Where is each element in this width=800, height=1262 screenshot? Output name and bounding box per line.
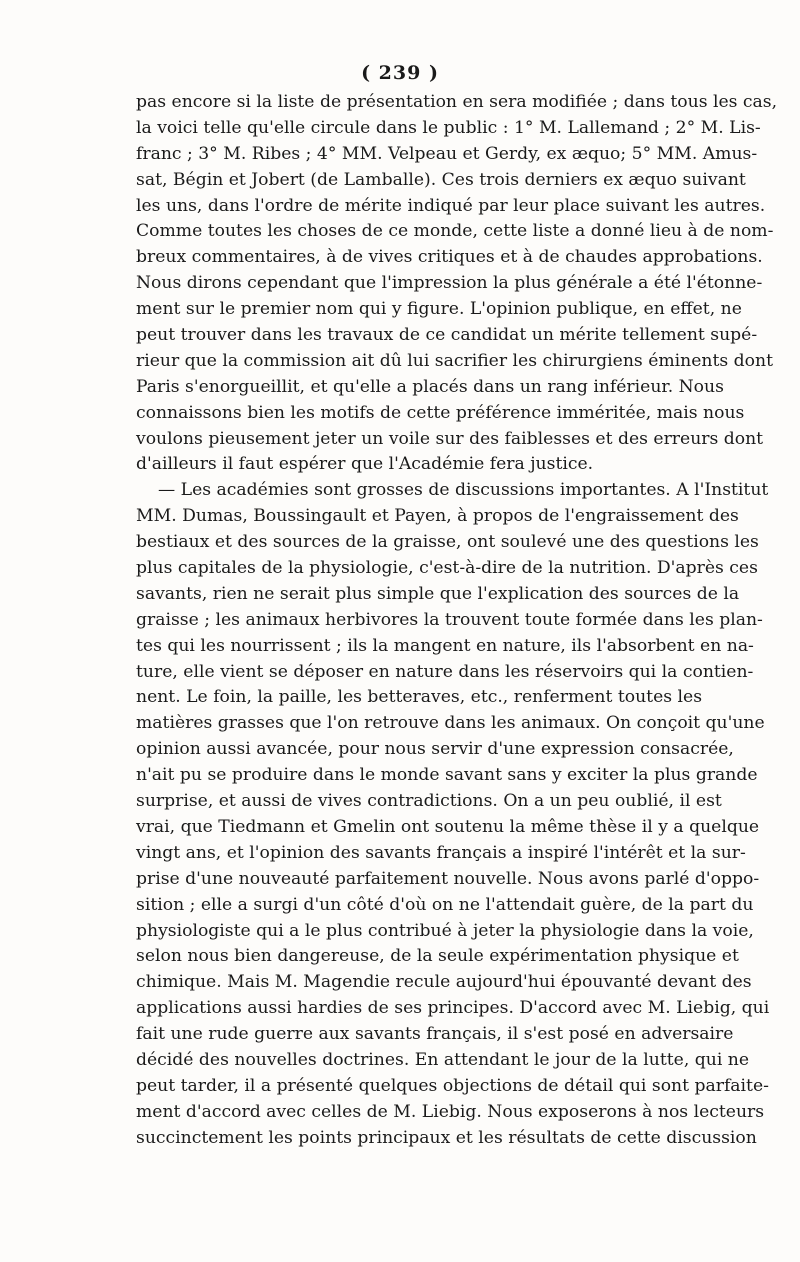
- text-line: les uns, dans l'ordre de mérite indiqué par leur place suivant les autres.: [136, 195, 766, 216]
- text-line: fait une rude guerre aux savants français, il s'est posé en adversaire: [136, 1024, 734, 1045]
- text-line: sat, Bégin et Jobert (de Lamballe). Ces trois derniers ex æquo suivant: [136, 169, 746, 190]
- text-line: MM. Dumas, Boussingault et Payen, à propos de l'engraissement des: [136, 506, 739, 527]
- text-line: peut tarder, il a présenté quelques objections de détail qui sont parfaite-: [136, 1075, 769, 1096]
- text-line: graisse ; les animaux herbivores la trouvent toute formée dans les plan-: [136, 609, 763, 630]
- text-line: tes qui les nourrissent ; ils la mangent en nature, ils l'absorbent en na-: [136, 635, 754, 656]
- text-line: savants, rien ne serait plus simple que l'explication des sources de la: [136, 583, 740, 604]
- text-line: applications aussi hardies de ses principes. D'accord avec M. Liebig, qui: [136, 998, 770, 1019]
- page-number: ( 239 ): [361, 62, 439, 84]
- text-line: ment sur le premier nom qui y figure. L'opinion publique, en effet, ne: [136, 299, 742, 320]
- text-line: plus capitales de la physiologie, c'est-à-dire de la nutrition. D'après ces: [136, 558, 758, 579]
- text-line: pas encore si la liste de présentation en sera modifiée ; dans tous les cas,: [136, 92, 778, 112]
- text-line: vingt ans, et l'opinion des savants français a inspiré l'intérêt et la sur-: [136, 842, 746, 863]
- text-line: voulons pieusement jeter un voile sur des faiblesses et des erreurs dont: [136, 428, 764, 449]
- text-line: opinion aussi avancée, pour nous servir d'une expression consacrée,: [136, 739, 734, 760]
- text-line: ture, elle vient se déposer en nature dans les réservoirs qui la contien-: [136, 661, 754, 682]
- text-line: la voici telle qu'elle circule dans le public : 1° M. Lallemand ; 2° M. Lis-: [136, 117, 761, 138]
- text-line: sition ; elle a surgi d'un côté d'où on ne l'attendait guère, de la part du: [136, 894, 754, 915]
- text-line: succinctement les points principaux et les résultats de cette discussion: [136, 1127, 757, 1148]
- body-text: [136, 90, 778, 1152]
- text-line: chimique. Mais M. Magendie recule aujourd'hui épouvanté devant des: [136, 972, 752, 993]
- text-line: peut trouver dans les travaux de ce candidat un mérite tellement supé-: [136, 325, 758, 346]
- text-line: vrai, que Tiedmann et Gmelin ont soutenu la même thèse il y a quelque: [136, 816, 760, 837]
- text-line: — Les académies sont grosses de discussions importantes. A l'Institut: [158, 480, 769, 501]
- text-line: matières grasses que l'on retrouve dans les animaux. On conçoit qu'une: [136, 713, 765, 734]
- text-line: breux commentaires, à de vives critiques et à de chaudes approbations.: [136, 247, 763, 268]
- text-line: prise d'une nouveauté parfaitement nouvelle. Nous avons parlé d'oppo-: [136, 868, 760, 889]
- text-line: décidé des nouvelles doctrines. En attendant le jour de la lutte, qui ne: [136, 1049, 750, 1070]
- text-line: Comme toutes les choses de ce monde, cette liste a donné lieu à de nom-: [136, 221, 774, 242]
- text-line: d'ailleurs il faut espérer que l'Académie fera justice.: [136, 454, 594, 475]
- text-line: Nous dirons cependant que l'impression la plus générale a été l'étonne-: [136, 273, 763, 294]
- text-line: nent. Le foin, la paille, les betteraves, etc., renferment toutes les: [136, 687, 703, 708]
- text-line: physiologiste qui a le plus contribué à jeter la physiologie dans la voie,: [136, 920, 754, 941]
- text-line: Paris s'enorgueillit, et qu'elle a placés dans un rang inférieur. Nous: [136, 376, 724, 397]
- text-line: surprise, et aussi de vives contradictions. On a un peu oublié, il est: [136, 791, 722, 812]
- text-line: rieur que la commission ait dû lui sacrifier les chirurgiens éminents dont: [136, 350, 773, 371]
- text-line: bestiaux et des sources de la graisse, ont soulevé une des questions les: [136, 532, 759, 553]
- text-line: ment d'accord avec celles de M. Liebig. Nous exposerons à nos lecteurs: [136, 1101, 765, 1122]
- text-line: connaissons bien les motifs de cette préférence imméritée, mais nous: [136, 402, 745, 423]
- text-line: n'ait pu se produire dans le monde savant sans y exciter la plus grande: [136, 765, 758, 786]
- text-line: franc ; 3° M. Ribes ; 4° MM. Velpeau et Gerdy, ex æquo; 5° MM. Amus-: [136, 143, 758, 164]
- text-line: selon nous bien dangereuse, de la seule expérimentation physique et: [136, 946, 739, 967]
